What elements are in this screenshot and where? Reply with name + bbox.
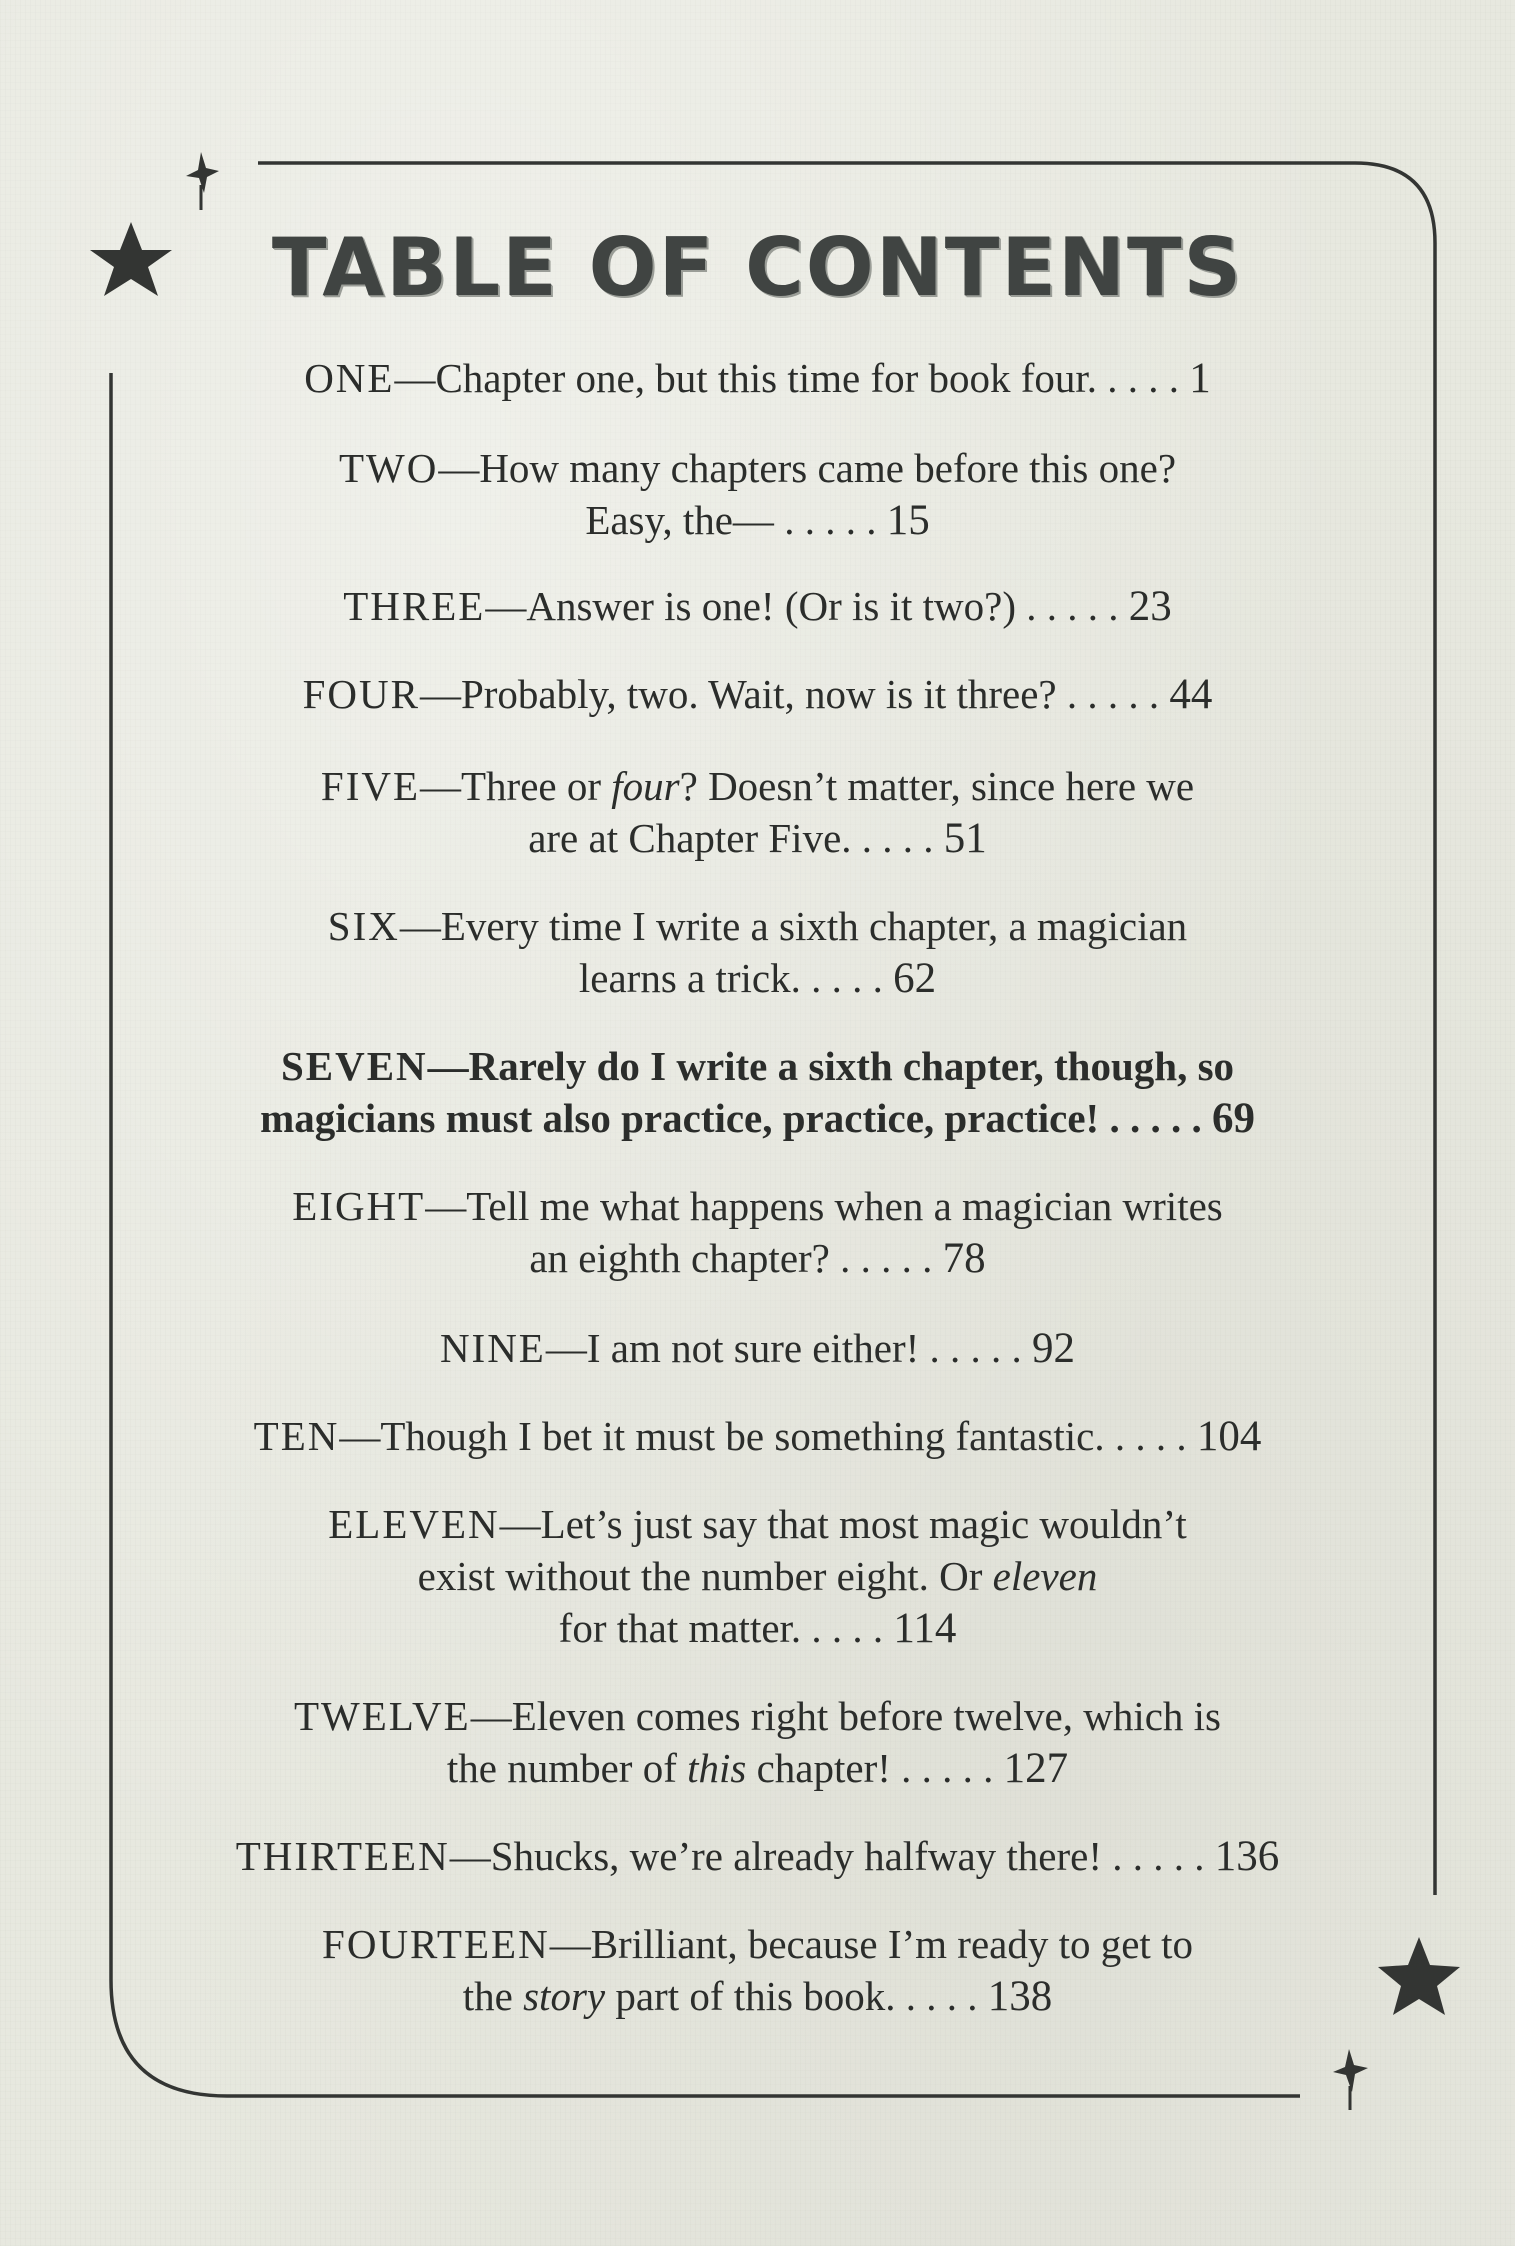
dot-leader: . . . . . bbox=[1094, 1413, 1197, 1459]
toc-entry[interactable]: TWO—How many chapters came before this one? Easy, the— . . . . . 15 bbox=[338, 445, 1177, 544]
dot-leader: . . . . . bbox=[890, 1745, 1004, 1791]
page-number: 136 bbox=[1214, 1833, 1280, 1880]
toc-entry[interactable]: EIGHT—Tell me what happens when a magician writes an eighth chapter? . . . . . 78 bbox=[292, 1183, 1223, 1282]
italic-word: four bbox=[611, 763, 680, 809]
chapter-title-line: the number of this chapter! bbox=[446, 1745, 891, 1791]
toc-entry[interactable]: ONE—Chapter one, but this time for book four. . . . . 1 bbox=[304, 355, 1211, 402]
page-number: 92 bbox=[1032, 1325, 1076, 1372]
chapter-number: TWO bbox=[338, 445, 439, 491]
chapter-number: SIX bbox=[327, 903, 400, 949]
toc-entry[interactable]: FOUR—Probably, two. Wait, now is it three? . . . . . 44 bbox=[302, 671, 1213, 718]
toc-entry[interactable]: NINE—I am not sure either! . . . . . 92 bbox=[439, 1325, 1076, 1372]
italic-word: story bbox=[523, 1973, 606, 2019]
toc-entry[interactable]: SIX—Every time I write a sixth chapter, a magician learns a trick. . . . . 62 bbox=[327, 903, 1188, 1002]
dot-leader: . . . . . bbox=[841, 815, 944, 861]
chapter-title-line: Tell me what happens when a magician writes bbox=[466, 1183, 1223, 1229]
chapter-number: ELEVEN bbox=[328, 1501, 500, 1547]
chapter-number: THIRTEEN bbox=[235, 1833, 450, 1879]
page-number: 62 bbox=[893, 955, 937, 1002]
page-number: 104 bbox=[1196, 1413, 1262, 1460]
chapter-title-line: I am not sure either! bbox=[586, 1325, 920, 1371]
chapter-number: FOUR bbox=[302, 671, 420, 717]
page-number: 1 bbox=[1189, 355, 1211, 402]
dot-leader: . . . . . bbox=[790, 1605, 894, 1651]
page-number: 69 bbox=[1211, 1095, 1255, 1142]
chapter-number: SEVEN bbox=[280, 1043, 428, 1089]
chapter-title-line: How many chapters came before this one? bbox=[479, 445, 1177, 491]
chapter-title-line: learns a trick bbox=[578, 955, 791, 1001]
chapter-number: FOURTEEN bbox=[322, 1921, 550, 1967]
page-number: 23 bbox=[1128, 583, 1172, 630]
dot-leader: . . . . . bbox=[1099, 1095, 1212, 1141]
dot-leader: . . . . . bbox=[790, 955, 894, 1001]
dot-leader: . . . . . bbox=[1056, 671, 1170, 717]
chapter-title-line: Probably, two. Wait, now is it three? bbox=[460, 671, 1057, 717]
toc-entry[interactable]: ELEVEN—Let’s just say that most magic wouldn’t exist without the number eight. Or eleven for that matter. . . . . 114 bbox=[328, 1501, 1187, 1652]
page-number: 138 bbox=[987, 1973, 1053, 2020]
chapter-title-line: Three or four? Doesn’t matter, since here we bbox=[461, 763, 1195, 809]
dot-leader: . . . . . bbox=[1101, 1833, 1215, 1879]
page-number: 44 bbox=[1169, 671, 1213, 718]
chapter-number: ONE bbox=[304, 355, 395, 401]
page-number: 114 bbox=[893, 1605, 957, 1652]
dot-leader: . . . . . bbox=[885, 1973, 988, 2019]
chapter-number: TEN bbox=[253, 1413, 340, 1459]
chapter-title-line: Every time I write a sixth chapter, a magician bbox=[440, 903, 1188, 949]
chapter-title-line: an eighth chapter? bbox=[529, 1235, 830, 1281]
toc-entry[interactable]: TWELVE—Eleven comes right before twelve, which is the number of this chapter! . . . . . 127 bbox=[293, 1693, 1222, 1792]
chapter-title-line: magicians must also practice, practice, practice! bbox=[260, 1095, 1100, 1141]
toc-entry[interactable]: FIVE—Three or four? Doesn’t matter, since here we are at Chapter Five. . . . . 51 bbox=[320, 763, 1195, 862]
page-title: TABLE OF CONTENTS bbox=[271, 221, 1244, 314]
toc-entry[interactable]: SEVEN—Rarely do I write a sixth chapter, though, so magicians must also practice, practice, practice! . . . . . 69 bbox=[260, 1043, 1255, 1142]
small-star-icon bbox=[1333, 2049, 1368, 2110]
chapter-number: TWELVE bbox=[293, 1693, 471, 1739]
toc-entry[interactable]: THREE—Answer is one! (Or is it two?) . . . . . 23 bbox=[343, 583, 1172, 630]
dot-leader: . . . . . bbox=[829, 1235, 943, 1281]
small-star-icon bbox=[186, 152, 219, 210]
chapter-title-line: the story part of this book bbox=[462, 1973, 886, 2019]
chapter-title-line: Answer is one! (Or is it two?) bbox=[526, 583, 1016, 629]
chapter-title-line: Chapter one, but this time for book four bbox=[435, 355, 1087, 401]
chapter-title-line: Eleven comes right before twelve, which is bbox=[511, 1693, 1222, 1739]
chapter-title-line: Shucks, we’re already halfway there! bbox=[490, 1833, 1102, 1879]
chapter-title-line: Though I bet it must be something fantastic bbox=[380, 1413, 1095, 1459]
toc-entry[interactable]: THIRTEEN—Shucks, we’re already halfway there! . . . . . 136 bbox=[235, 1833, 1280, 1880]
page-number: 15 bbox=[886, 497, 930, 544]
page-number: 127 bbox=[1003, 1745, 1069, 1792]
dot-leader: . . . . . bbox=[1015, 583, 1129, 629]
chapter-title-line: Brilliant, because I’m ready to get to bbox=[590, 1921, 1193, 1967]
chapter-number: NINE bbox=[439, 1325, 546, 1371]
chapter-title-line: for that matter bbox=[558, 1605, 791, 1651]
dot-leader: . . . . . bbox=[919, 1325, 1033, 1371]
toc-entry[interactable]: FOURTEEN—Brilliant, because I’m ready to get to the story part of this book. . . . . 138 bbox=[322, 1921, 1193, 2020]
toc-entry[interactable]: TEN—Though I bet it must be something fantastic. . . . . 104 bbox=[253, 1413, 1262, 1460]
page-number: 51 bbox=[943, 815, 987, 862]
dot-leader: . . . . . bbox=[773, 497, 887, 543]
chapter-title-line: Let’s just say that most magic wouldn’t bbox=[540, 1501, 1187, 1547]
italic-word: eleven bbox=[992, 1553, 1098, 1599]
chapter-number: EIGHT bbox=[292, 1183, 426, 1229]
italic-word: this bbox=[687, 1745, 747, 1791]
page-number: 78 bbox=[942, 1235, 986, 1282]
chapter-number: THREE bbox=[343, 583, 486, 629]
chapter-title-line: Easy, the— bbox=[585, 497, 774, 543]
chapter-title-line: are at Chapter Five bbox=[528, 815, 842, 861]
chapter-title-line: exist without the number eight. Or eleven bbox=[417, 1553, 1098, 1599]
chapter-number: FIVE bbox=[320, 763, 421, 809]
chapter-title-line: Rarely do I write a sixth chapter, though, so bbox=[468, 1043, 1235, 1089]
dot-leader: . . . . . bbox=[1086, 355, 1190, 401]
